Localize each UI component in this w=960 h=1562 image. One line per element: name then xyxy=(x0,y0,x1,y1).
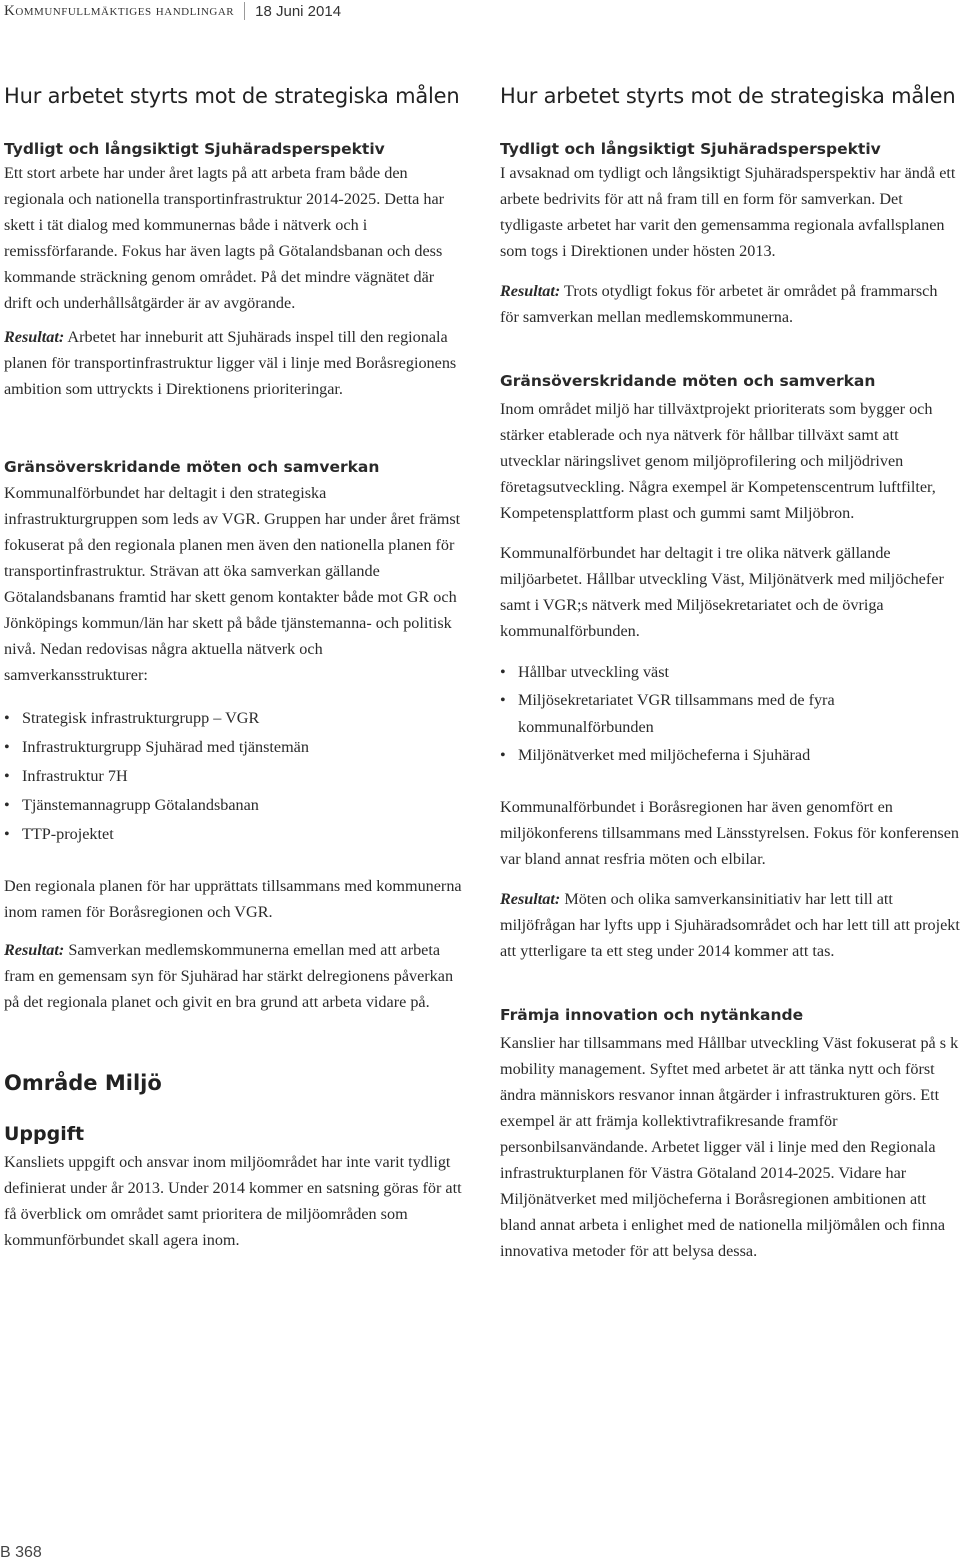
section-heading: Främja innovation och nytänkande xyxy=(500,1006,804,1024)
body-paragraph: Den regionala planen för har upprättats tillsammans med kommunerna inom ramen för Boråsregionen och VGR. xyxy=(4,877,462,921)
result-text: Trots otydligt fokus för arbetet är området på frammarsch för samverkan mellan medlemskommunerna. xyxy=(500,282,938,326)
list-item: • Miljösekretariatet VGR tillsammans med de fyra kommunalförbunden xyxy=(500,687,960,741)
result-text: Arbetet har inneburit att Sjuhärads inspel till den regionala planen för transportinfrastruktur ligger väl i linje med Boråsregionens ambition som uttryckts i Direktionens prioriteringar. xyxy=(4,328,457,398)
result-label: Resultat: xyxy=(4,941,65,959)
publication-name: Kommunfullmäktiges handlingar xyxy=(4,2,235,19)
body-paragraph: Kommunalförbundet har deltagit i den strategiska infrastrukturgruppen som leds av VGR. Gruppen har under året främst fokuserat på den regionala planen men även den nationella planen för transportinfrastruktur. Strävan att öka samverkan gällande Götalandsbanans framtid har skett genom kontakter både mot GR och Jönköpings kommun/län har skett på både tjänstemanna- och politisk nivå. Nedan redovisas några aktuella nätverk och samverkansstrukturer: xyxy=(4,484,461,684)
page-number: B 368 xyxy=(0,1544,42,1561)
result-label: Resultat: xyxy=(500,282,561,300)
result-text: Samverkan medlemskommunerna emellan med att arbeta fram en gemensam syn för Sjuhärad har stärkt delregionens påverkan på det regionala planet och givit en bra grund att arbeta vidare på. xyxy=(4,941,454,1011)
list-item: • TTP-projektet xyxy=(4,820,464,849)
running-header xyxy=(4,0,341,22)
left-column xyxy=(4,140,464,1253)
publication-date: 18 Juni 2014 xyxy=(255,2,342,20)
network-list xyxy=(4,704,464,849)
list-item: • Infrastruktur 7H xyxy=(4,762,464,791)
list-item: • Hållbar utveckling väst xyxy=(500,658,960,687)
result-paragraph xyxy=(4,937,464,1015)
result-label: Resultat: xyxy=(4,328,65,346)
list-item: • Miljönätverket med miljöcheferna i Sjuhärad xyxy=(500,741,960,770)
body-paragraph: Kanslier har tillsammans med Hållbar utveckling Väst fokuserat på s k mobility management. Syftet med arbetet är att tänka nytt och först ändra människors resvanor innan åtgärder i infrastrukturen görs. Ett exempel är att främja kollektivtrafikresande framför personbilsanvändande. Arbetet ligger väl i linje med den Regionala infrastrukturplanen för Västra Götaland 2014-2025. Vidare har Miljönätverket med miljöcheferna i Boråsregionen ambitionen att bland annat arbeta i enlighet med de nationella miljömålen och finna innovativa metoder för att belysa dessa. xyxy=(500,1034,959,1260)
section-heading: Tydligt och långsiktigt Sjuhäradsperspektiv xyxy=(500,140,881,158)
page-title-right: Hur arbetet styrts mot de strategiska målen xyxy=(500,84,956,108)
list-item: • Tjänstemannagrupp Götalandsbanan xyxy=(4,791,464,820)
list-item: • Strategisk infrastrukturgrupp – VGR xyxy=(4,704,464,733)
section-heading: Tydligt och långsiktigt Sjuhäradsperspektiv xyxy=(4,140,385,158)
result-text: Möten och olika samverkansinitiativ har lett till att miljöfrågan har lyfts upp i Sjuhäradsområdet och har lett till att projekt att ytterligare ta ett steg under 2014 kommer att tas. xyxy=(500,890,960,960)
result-paragraph xyxy=(500,278,960,330)
result-paragraph xyxy=(500,886,960,964)
area-title: Område Miljö xyxy=(4,1071,162,1095)
body-paragraph: Ett stort arbete har under året lagts på att arbeta fram både den regionala och nationella transportinfrastruktur 2014-2025. Detta har skett i tät dialog med kommunernas både i nätverk och i remissförfarande. Fokus har även lagts på Götalandsbanan och dess kommande sträckning genom området. På det mindre vägnätet där drift och underhållsåtgärder är av avgörande. xyxy=(4,164,445,312)
body-paragraph: Kommunalförbundet har deltagit i tre olika nätverk gällande miljöarbetet. Hållbar utveckling Väst, Miljönätverk med miljöchefer samt i VGR;s nätverk med Miljösekretariatet och de övriga kommunalförbunden. xyxy=(500,544,944,640)
body-paragraph: Kansliets uppgift och ansvar inom miljöområdet har inte varit tydligt definierat under år 2013. Under 2014 kommer en satsning göras för att få överblick om området samt prioritera de miljöområden som kommunförbundet skall agera inom. xyxy=(4,1153,462,1249)
body-paragraph: Kommunalförbundet i Boråsregionen har även genomfört en miljökonferens tillsammans med Länsstyrelsen. Fokus för konferensen var bland annat resfria möten och elbilar. xyxy=(500,798,960,868)
task-heading: Uppgift xyxy=(4,1123,85,1145)
network-list xyxy=(500,658,960,770)
result-label: Resultat: xyxy=(500,890,561,908)
body-paragraph: Inom området miljö har tillväxtprojekt prioriterats som bygger och stärker etablerade och nya nätverk för hållbar tillväxt samt att utvecklar näringslivet genom miljöprofilering och miljödriven företagsutveckling. Några exempel är Kompetenscentrum luftfilter, Kompetensplattform plast och gummi samt Miljöbron. xyxy=(500,400,936,522)
list-item: • Infrastrukturgrupp Sjuhärad med tjänstemän xyxy=(4,733,464,762)
header-divider xyxy=(244,2,245,20)
body-paragraph: I avsaknad om tydligt och långsiktigt Sjuhäradsperspektiv har ändå ett arbete bedrivits för att nå fram till en form för samverkan. Det tydligaste arbetet har varit den gemensamma regionala avfallsplanen som togs i Direktionen under hösten 2013. xyxy=(500,164,956,260)
page-title-left: Hur arbetet styrts mot de strategiska målen xyxy=(4,84,460,108)
section-heading: Gränsöverskridande möten och samverkan xyxy=(500,372,876,390)
right-column xyxy=(500,140,960,1264)
section-heading: Gränsöverskridande möten och samverkan xyxy=(4,458,380,476)
result-paragraph xyxy=(4,324,464,402)
